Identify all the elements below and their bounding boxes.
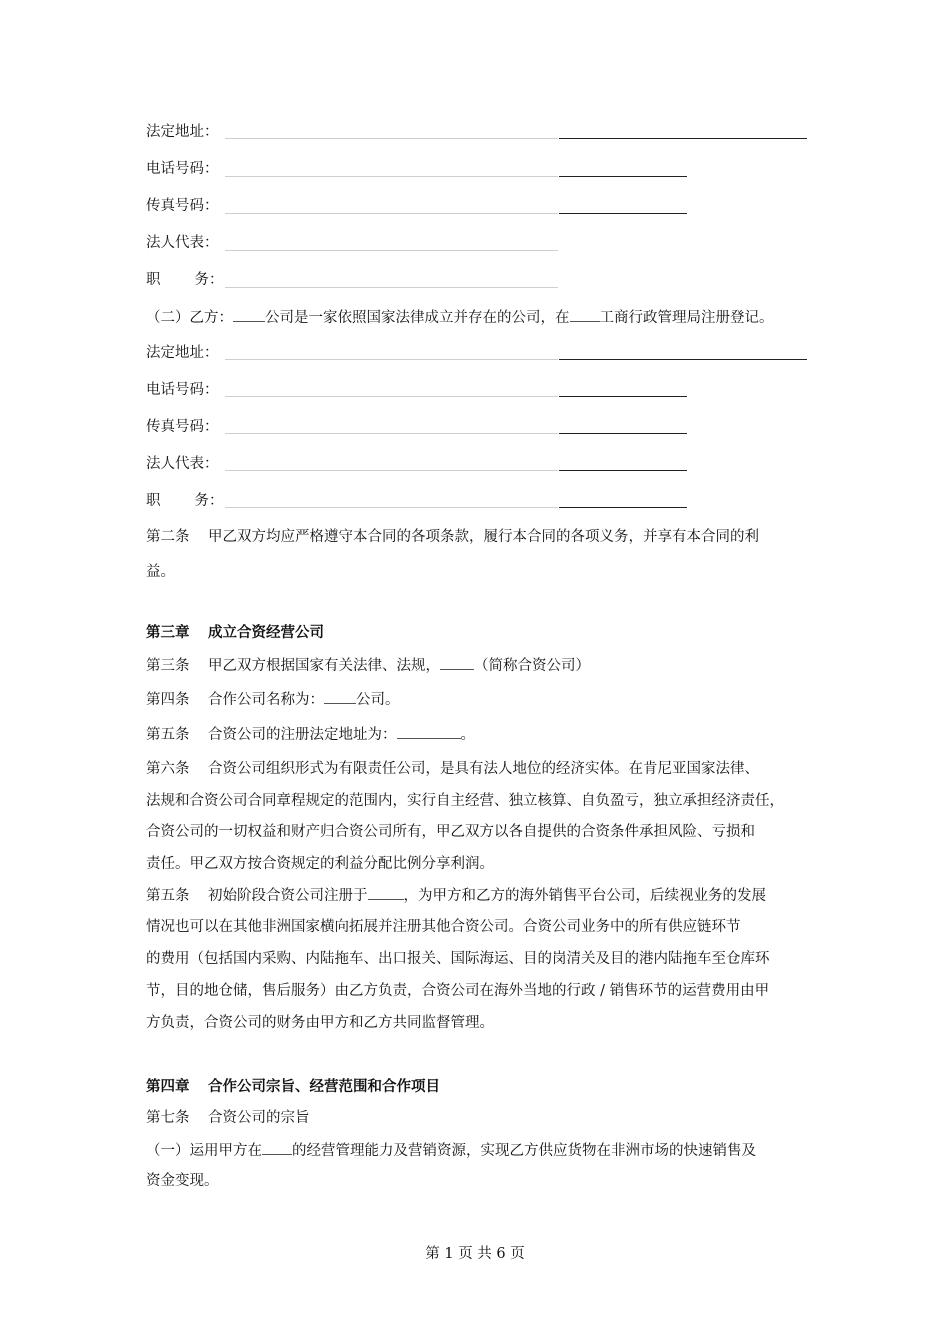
party-b-rep-field[interactable] (225, 470, 558, 471)
article-2-line-2 (146, 562, 175, 582)
article-5 (146, 724, 475, 745)
article-6-line-4 (146, 854, 494, 874)
article-6-text-4: 责任。甲乙双方按合资规定的利益分配比例分享利润。 (146, 856, 494, 872)
chapter-4-heading (146, 1077, 440, 1097)
article-6-line-1 (146, 759, 759, 779)
party-b-phone-label: 电话号码： (146, 382, 219, 398)
article-5b-text-1b: ，为甲方和乙方的海外销售平台公司，后续视业务的发展 (403, 888, 766, 904)
party-b-fax-label: 传真号码： (146, 419, 219, 435)
page-footer: 第 1 页 共 6 页 (425, 1246, 525, 1262)
party-b-intro-end: 工商行政管理局注册登记。 (599, 310, 774, 326)
party-b-phone-row (146, 380, 219, 400)
party-b-rep-line (559, 470, 687, 471)
party-a-phone-label: 电话号码： (146, 161, 219, 177)
article-7 (146, 1108, 310, 1128)
article-6-line-2 (146, 791, 784, 811)
article-5-number: 第五条 (146, 727, 190, 743)
article-7-text: 合资公司的宗旨 (208, 1110, 310, 1126)
party-b-title-label-b: 务： (194, 493, 224, 509)
party-a-address-label: 法定地址： (146, 124, 219, 140)
article-5b-text-3: 的费用（包括国内采购、内陆拖车、出口报关、国际海运、目的岗清关及目的港内陆拖车至仓库环 (146, 951, 770, 967)
article-5b-text-4: 节，目的地仓储，售后服务）由乙方负责，合资公司在海外当地的行政 / 销售环节的运营费用由甲 (146, 983, 770, 999)
party-a-title-field[interactable] (225, 287, 558, 288)
article-2-number: 第二条 (146, 529, 190, 545)
article-5b-text-2: 情况也可以在其他非洲国家横向拓展并注册其他合资公司。合资公司业务中的所有供应链环节 (146, 919, 741, 935)
party-a-rep-field[interactable] (225, 250, 558, 251)
article-7-item-1-text-c: 资金变现。 (146, 1173, 219, 1189)
party-a-fax-row (146, 196, 219, 216)
article-4-tail: 公司。 (356, 692, 400, 708)
chapter-3-heading (146, 623, 324, 643)
party-b-title-line (559, 507, 687, 508)
party-a-fax-field[interactable] (225, 213, 558, 214)
chapter-3-number: 第三章 (146, 624, 190, 641)
article-5b-line-1 (146, 885, 766, 906)
party-a-phone-field[interactable] (225, 176, 558, 177)
party-b-title-field[interactable] (225, 507, 558, 508)
party-b-intro (146, 307, 774, 328)
party-b-address-line (559, 359, 807, 360)
article-5b-text-5: 方负责，合资公司的财务由甲方和乙方共同监督管理。 (146, 1015, 494, 1031)
article-3-blank[interactable] (440, 655, 474, 670)
article-5b-line-5 (146, 1013, 494, 1033)
article-2-text-1: 甲乙双方均应严格遵守本合同的各项条款，履行本合同的各项义务，并享有本合同的利 (208, 529, 759, 545)
article-2-line-1 (146, 527, 759, 547)
article-3 (146, 655, 590, 676)
chapter-3-title: 成立合资经营公司 (208, 624, 324, 641)
article-6-line-3 (146, 822, 755, 842)
article-4-number: 第四条 (146, 692, 190, 708)
party-b-rep-row (146, 454, 219, 474)
party-a-title-label-a: 职 (146, 272, 161, 288)
party-a-address-field[interactable] (225, 138, 558, 139)
article-7-number: 第七条 (146, 1110, 190, 1126)
party-b-registry-blank[interactable] (570, 307, 600, 322)
party-b-fax-field[interactable] (225, 433, 558, 434)
article-5b-blank[interactable] (368, 885, 404, 900)
article-5-text: 合资公司的注册法定地址为： (208, 727, 397, 743)
party-b-phone-line (559, 396, 687, 397)
article-3-number: 第三条 (146, 658, 190, 674)
party-b-rep-label: 法人代表： (146, 456, 219, 472)
article-6-text-3: 合资公司的一切权益和财产归合资公司所有，甲乙双方以各自提供的合资条件承担风险、亏损和 (146, 824, 755, 840)
article-7-item-1-text-b: 的经营管理能力及营销资源，实现乙方供应货物在非洲市场的快速销售及 (292, 1143, 756, 1159)
party-b-address-label: 法定地址： (146, 345, 219, 361)
party-b-phone-field[interactable] (225, 396, 558, 397)
article-4-blank[interactable] (324, 689, 356, 704)
article-2-text-2: 益。 (146, 564, 175, 580)
article-6-text-2: 法规和合资公司合同章程规定的范围内，实行自主经营、独立核算、自负盈亏，独立承担经济责任， (146, 793, 784, 809)
party-a-title-row (146, 270, 224, 290)
article-6-number: 第六条 (146, 761, 190, 777)
article-4 (146, 689, 400, 710)
chapter-4-number: 第四章 (146, 1078, 190, 1095)
article-7-item-1-line-2 (146, 1171, 219, 1191)
article-5b-line-2 (146, 917, 741, 937)
party-a-address-row (146, 122, 219, 142)
article-5b-line-4 (146, 981, 769, 1001)
article-5-blank[interactable] (397, 724, 461, 739)
party-b-fax-line (559, 433, 687, 434)
chapter-4-title: 合作公司宗旨、经营范围和合作项目 (208, 1078, 440, 1095)
party-b-name-blank[interactable] (233, 307, 265, 322)
article-5b-text-1a: 初始阶段合资公司注册于 (208, 888, 368, 904)
party-b-title-row (146, 491, 224, 511)
party-b-intro-label: （二）乙方： (146, 310, 233, 326)
party-b-title-label-a: 职 (146, 493, 161, 509)
party-a-phone-line (559, 176, 687, 177)
article-5b-number: 第五条 (146, 888, 190, 904)
party-a-rep-label: 法人代表： (146, 235, 219, 251)
article-7-item-1-line-1 (146, 1140, 756, 1161)
party-a-phone-row (146, 159, 219, 179)
party-a-rep-row (146, 233, 219, 253)
party-b-address-field[interactable] (225, 359, 558, 360)
article-3-tail: （简称合资公司） (474, 658, 590, 674)
party-b-intro-mid: 公司是一家依照国家法律成立并存在的公司，在 (265, 310, 570, 326)
party-a-address-line (559, 138, 807, 139)
article-3-text: 甲乙双方根据国家有关法律、法规， (208, 658, 440, 674)
party-a-fax-line (559, 213, 687, 214)
party-b-fax-row (146, 417, 219, 437)
article-5b-line-3 (146, 949, 770, 969)
party-a-fax-label: 传真号码： (146, 198, 219, 214)
party-b-address-row (146, 343, 219, 363)
article-4-text: 合作公司名称为： (208, 692, 324, 708)
article-7-item-1-blank[interactable] (262, 1140, 292, 1155)
article-5-tail: 。 (460, 727, 475, 743)
article-7-item-1-text-a: （一）运用甲方在 (146, 1143, 262, 1159)
article-6-text-1: 合资公司组织形式为有限责任公司，是具有法人地位的经济实体。在肯尼亚国家法律、 (208, 761, 759, 777)
party-a-title-label-b: 务： (194, 272, 224, 288)
